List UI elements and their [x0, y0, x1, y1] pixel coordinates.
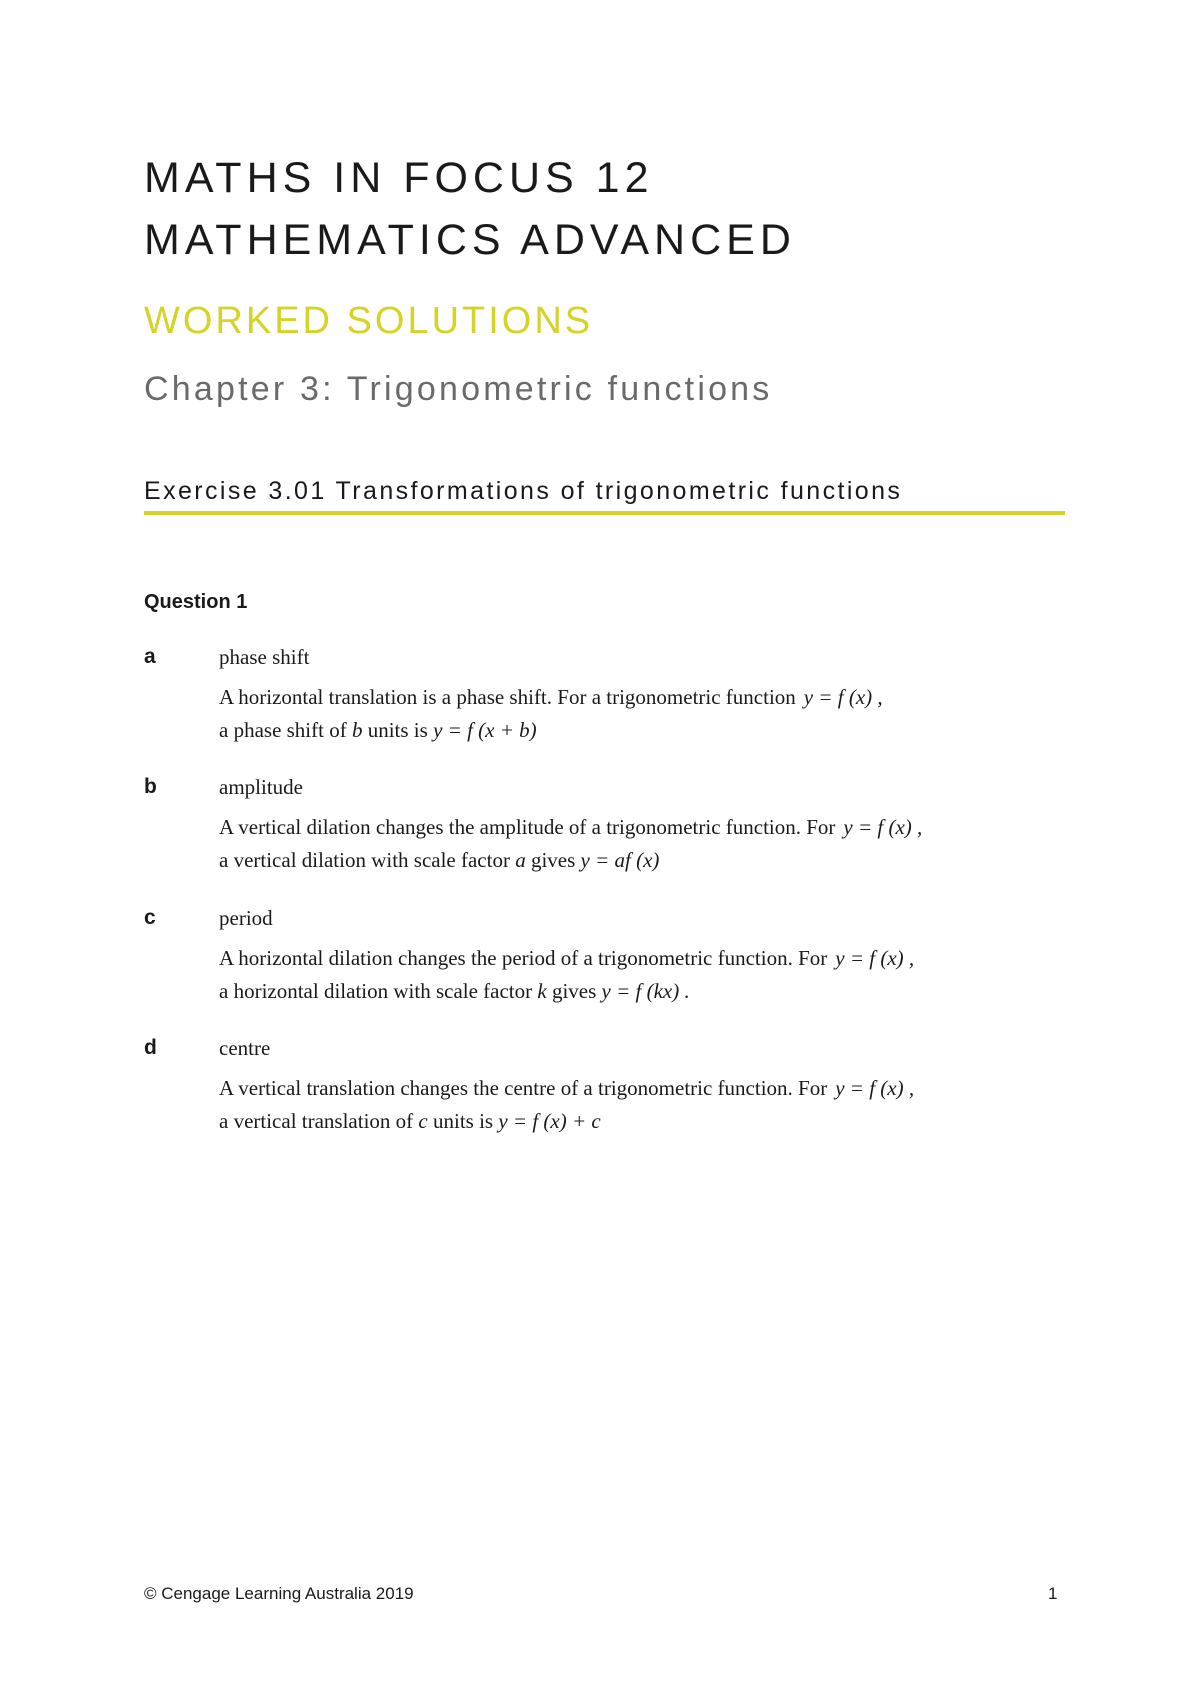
part-explanation-line-2 — [219, 848, 659, 873]
math-variable: k — [537, 979, 547, 1003]
part-explanation-line-2 — [219, 979, 690, 1004]
math-expression: y = f (x) , — [843, 815, 923, 839]
exercise-heading: Exercise 3.01 Transformations of trigonometric functions — [144, 477, 903, 505]
explanation-text: units is — [367, 718, 428, 742]
exercise-divider — [144, 511, 1065, 515]
math-variable: c — [418, 1109, 428, 1133]
part-letter: a — [144, 645, 156, 668]
document-title-line-1: MATHS IN FOCUS 12 — [144, 154, 654, 202]
math-expression: y = f (x) , — [835, 946, 915, 970]
footer-copyright: © Cengage Learning Australia 2019 — [144, 1584, 414, 1603]
math-expression: y = f (x) , — [835, 1076, 915, 1100]
explanation-text: a vertical dilation with scale factor — [219, 848, 510, 872]
math-expression: y = f (kx) . — [601, 979, 690, 1003]
explanation-text: a vertical translation of — [219, 1109, 414, 1133]
math-expression: y = f (x) + c — [498, 1109, 601, 1133]
part-explanation-line-2 — [219, 1109, 601, 1134]
part-term: centre — [219, 1036, 271, 1060]
part-term: period — [219, 906, 273, 930]
worked-solutions-heading: WORKED SOLUTIONS — [144, 300, 594, 342]
math-variable: a — [515, 848, 526, 872]
explanation-text: A horizontal dilation changes the period of a trigonometric function. For — [219, 946, 828, 970]
chapter-heading: Chapter 3: Trigonometric functions — [144, 370, 773, 408]
part-term: amplitude — [219, 775, 303, 799]
explanation-text: A vertical translation changes the centre of a trigonometric function. For — [219, 1076, 828, 1100]
math-expression: y = af (x) — [580, 848, 660, 872]
explanation-text: gives — [551, 979, 597, 1003]
part-explanation-line-1 — [219, 685, 883, 710]
question-heading: Question 1 — [144, 591, 248, 613]
part-explanation-line-1 — [219, 1076, 914, 1101]
part-explanation-line-2 — [219, 718, 537, 743]
explanation-text: A vertical dilation changes the amplitude of a trigonometric function. For — [219, 815, 836, 839]
part-explanation-line-1 — [219, 815, 922, 840]
part-term: phase shift — [219, 645, 310, 669]
part-explanation-line-1 — [219, 946, 914, 971]
footer-page-number: 1 — [1048, 1584, 1058, 1603]
explanation-text: units is — [433, 1109, 494, 1133]
explanation-text: a phase shift of — [219, 718, 347, 742]
part-letter: c — [144, 906, 156, 929]
part-letter: d — [144, 1036, 157, 1059]
document-title-line-2: MATHEMATICS ADVANCED — [144, 216, 796, 264]
math-expression: y = f (x + b) — [433, 718, 537, 742]
explanation-text: a horizontal dilation with scale factor — [219, 979, 533, 1003]
explanation-text: gives — [530, 848, 576, 872]
math-expression: y = f (x) , — [803, 685, 883, 709]
explanation-text: A horizontal translation is a phase shift. For a trigonometric function — [219, 685, 796, 709]
math-variable: b — [351, 718, 363, 742]
part-letter: b — [144, 775, 157, 798]
